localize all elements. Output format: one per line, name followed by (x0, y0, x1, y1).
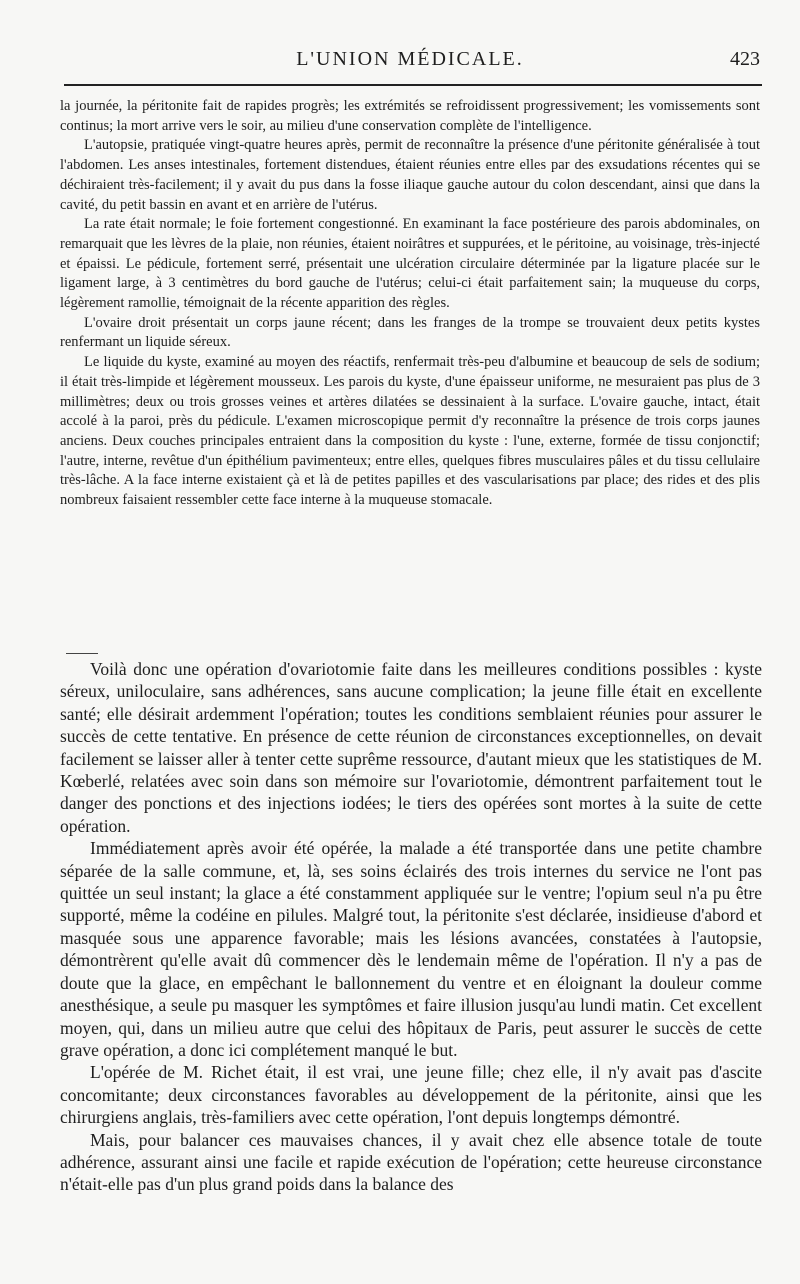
paragraph: La rate était normale; le foie fortement congestionné. En examinant la face postérieure des parois abdominales, on remarquait que les lèvres de la plaie, non réunies, étaient noirâtres et suppurées, et le péritoine, au voisinage, très-injecté et épaissi. Le pédicule, fortement serré, présentait une ulcération circulaire déterminée par la ligature placée sur le ligament large, à 3 centimètres du bord gauche de l'utérus; celui-ci était parfaitement sain; la muqueuse du corps, légèrement ramollie, témoignait de la récente apparition des règles. (60, 216, 760, 312)
page-number: 423 (730, 48, 760, 70)
running-title: L'UNION MÉDICALE. (296, 48, 524, 70)
section-divider (66, 653, 98, 654)
paragraph: L'autopsie, pratiquée vingt-quatre heures après, permit de reconnaître la présence d'une péritonite généralisée à tout l'abdomen. Les anses intestinales, fortement distendues, étaient réunies entre elles par des exsudations récentes qui se déchiraient très-facilement; il y avait du pus dans la fosse iliaque gauche autour du colon descendant, ainsi que dans la cavité, du petit bassin en avant et en arrière de l'utérus. (60, 137, 760, 213)
header-rule (64, 84, 762, 86)
paragraph: Le liquide du kyste, examiné au moyen des réactifs, renfermait très-peu d'albumine et beaucoup de sels de sodium; il était très-limpide et légèrement mousseux. Les parois du kyste, d'une épaisseur uniforme, ne mesuraient pas plus de 3 millimètres; deux ou trois grosses veines et artères dilatées se dessinaient à la surface. L'ovaire gauche, intact, était accolé à la paroi, près du pédicule. L'examen microscopique permit d'y reconnaître la présence de trois corps jaunes anciens. Deux couches principales entraient dans la composition du kyste : l'une, externe, formée de tissu conjonctif; l'autre, interne, revêtue d'un épithélium pavimenteux; entre elles, quelques fibres musculaires pâles et du tissu cellulaire très-lâche. A la face interne existaient çà et là de petites papilles et des vascularisations par place; des rides et des plis nombreux faisaient ressembler cette face interne à la muqueuse stomacale. (60, 354, 760, 509)
discussion-section (60, 658, 762, 1196)
paragraph: Mais, pour balancer ces mauvaises chances, il y avait chez elle absence totale de toute adhérence, assurant ainsi une facile et rapide exécution de l'opération; cette heureuse circonstance n'était-elle pas d'un plus grand poids dans la balance des (60, 1129, 762, 1195)
paragraph: Immédiatement après avoir été opérée, la malade a été transportée dans une petite chambre séparée de la salle commune, et, là, ses soins éclairés des trois internes du service ne l'ont pas quittée un seul instant; la glace a été constamment appliquée sur le ventre; l'opium seul n'a pu être supporté, même la codéine en pilules. Malgré tout, la péritonite s'est déclarée, insidieuse d'abord et masquée sous une apparence favorable; mais les lésions avancées, constatées à l'autopsie, démontrèrent qu'elle avait dû commencer dès le lendemain même de l'opération. Il n'y a pas de doute que la glace, en empêchant le ballonnement du ventre et en éloignant la douleur comme anesthésique, a seule pu masquer les symptômes et faire illusion jusqu'au lundi matin. Cet excellent moyen, qui, dans un milieu autre que celui des hôpitaux de Paris, peut assurer le succès de cette grave opération, a donc ici complétement manqué le but. (60, 838, 762, 1060)
paragraph: L'opérée de M. Richet était, il est vrai, une jeune fille; chez elle, il n'y avait pas d'ascite concomitante; deux circonstances favorables au développement de la péritonite, ainsi que les chirurgiens anglais, très-familiers avec cette opération, l'ont depuis longtemps démontré. (60, 1062, 762, 1128)
paragraph: la journée, la péritonite fait de rapides progrès; les extrémités se refroidissent progressivement; les vomissements sont continus; la mort arrive vers le soir, au milieu d'une conservation complète de l'intelligence. (60, 98, 760, 134)
paragraph: Voilà donc une opération d'ovariotomie faite dans les meilleures conditions possibles : kyste séreux, uniloculaire, sans adhérences, sans aucune complication; la jeune fille était en excellente santé; elle désirait ardemment l'opération; toutes les conditions semblaient réunies pour assurer le succès de cette tentative. En présence de cette réunion de circonstances exceptionnelles, on devait facilement se laisser aller à tenter cette suprême ressource, d'autant mieux que les statistiques de M. Kœberlé, relatées avec soin dans son mémoire sur l'ovariotomie, démontrent parfaitement tout le danger des ponctions et des injections iodées; le tiers des opérées sont mortes à la suite de cette opération. (60, 659, 762, 836)
page-header (60, 48, 760, 76)
autopsy-report-section (60, 97, 760, 511)
paragraph: L'ovaire droit présentait un corps jaune récent; dans les franges de la trompe se trouvaient deux petits kystes renfermant un liquide séreux. (60, 314, 760, 351)
